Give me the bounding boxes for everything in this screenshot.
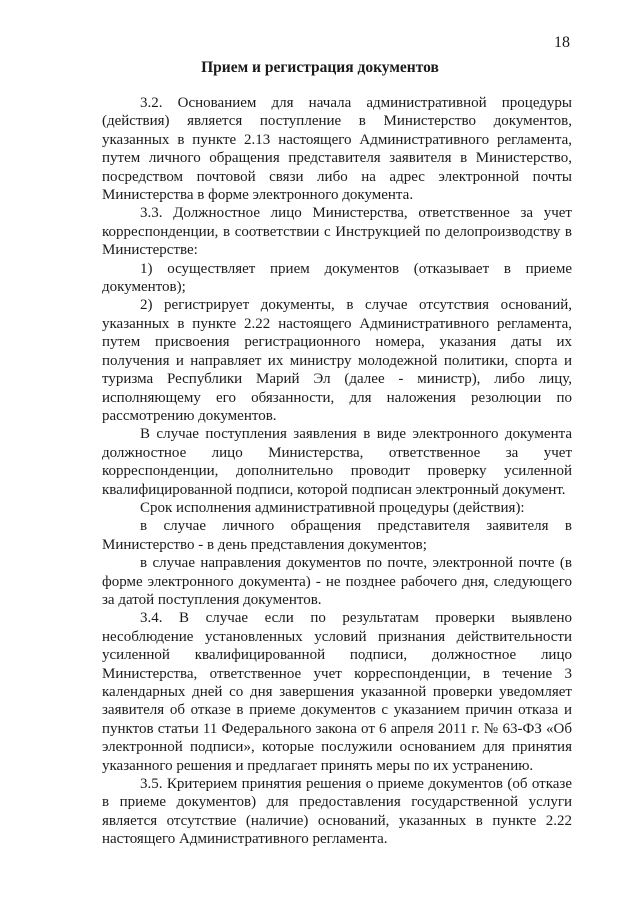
paragraph-3-3: 3.3. Должностное лицо Министерства, ответственное за учет корреспонденции, в соответствии с Инструкцией по делопроизводству в Министерстве:: [102, 205, 572, 259]
paragraph-item-2: 2) регистрирует документы, в случае отсутствия оснований, указанных в пункте 2.22 настоящего Административного регламента, путем присвоения регистрационного номера, указания даты их получения и направляет их министру молодежной политики, спорта и туризма Республики Марий Эл (далее - министр), либо лицу, исполняющему его обязанности, для наложения резолюции по рассмотрению документов.: [102, 297, 572, 424]
paragraph-3-4: 3.4. В случае если по результатам проверки выявлено несоблюдение установленных условий признания действительности усиленной квалифицированной подписи, должностное лицо Министерства, ответственное учет корреспонденции, в течение 3 календарных дней со дня завершения указанной проверки уведомляет заявителя об отказе в приеме документов с указанием причин отказа и пунктов статьи 11 Федерального закона от 6 апреля 2011 г. № 63-ФЗ «Об электронной подписи», которые послужили основанием для принятия указанного решения и предлагает принять меры по их устранению.: [102, 610, 572, 774]
paragraph-deadline-personal: в случае личного обращения представителя заявителя в Министерство - в день представления документов;: [102, 518, 572, 553]
paragraph-deadline-heading: Срок исполнения административной процедуры (действия):: [140, 499, 525, 516]
page-number: 18: [554, 34, 570, 51]
section-title: Прием и регистрация документов: [201, 59, 439, 76]
document-body: [102, 94, 572, 849]
paragraph-item-1: 1) осуществляет прием документов (отказывает в приеме документов);: [102, 260, 572, 296]
paragraph-deadline-mail: в случае направления документов по почте, электронной почте (в форме электронного документа) - не позднее рабочего дня, следующего за датой поступления документов.: [102, 555, 572, 608]
paragraph-3-5: 3.5. Критерием принятия решения о приеме документов (об отказе в приеме документов) для предоставления государственной услуги является отсутствие (наличие) оснований, указанных в пункте 2.22 настоящего Административного регламента.: [102, 776, 572, 848]
paragraph-electronic-document: В случае поступления заявления в виде электронного документа должностное лицо Министерства, ответственное за учет корреспонденции, дополнительно проводит проверку усиленной квалифицированной подписи, которой подписан электронный документ.: [102, 426, 572, 498]
paragraph-3-2: 3.2. Основанием для начала административной процедуры (действия) является поступление в Министерство документов, указанных в пункте 2.13 настоящего Административного регламента, путем личного обращения представителя заявителя в Министерство, посредством почтовой связи либо на адрес электронной почты Министерства в форме электронного документа.: [102, 95, 572, 204]
